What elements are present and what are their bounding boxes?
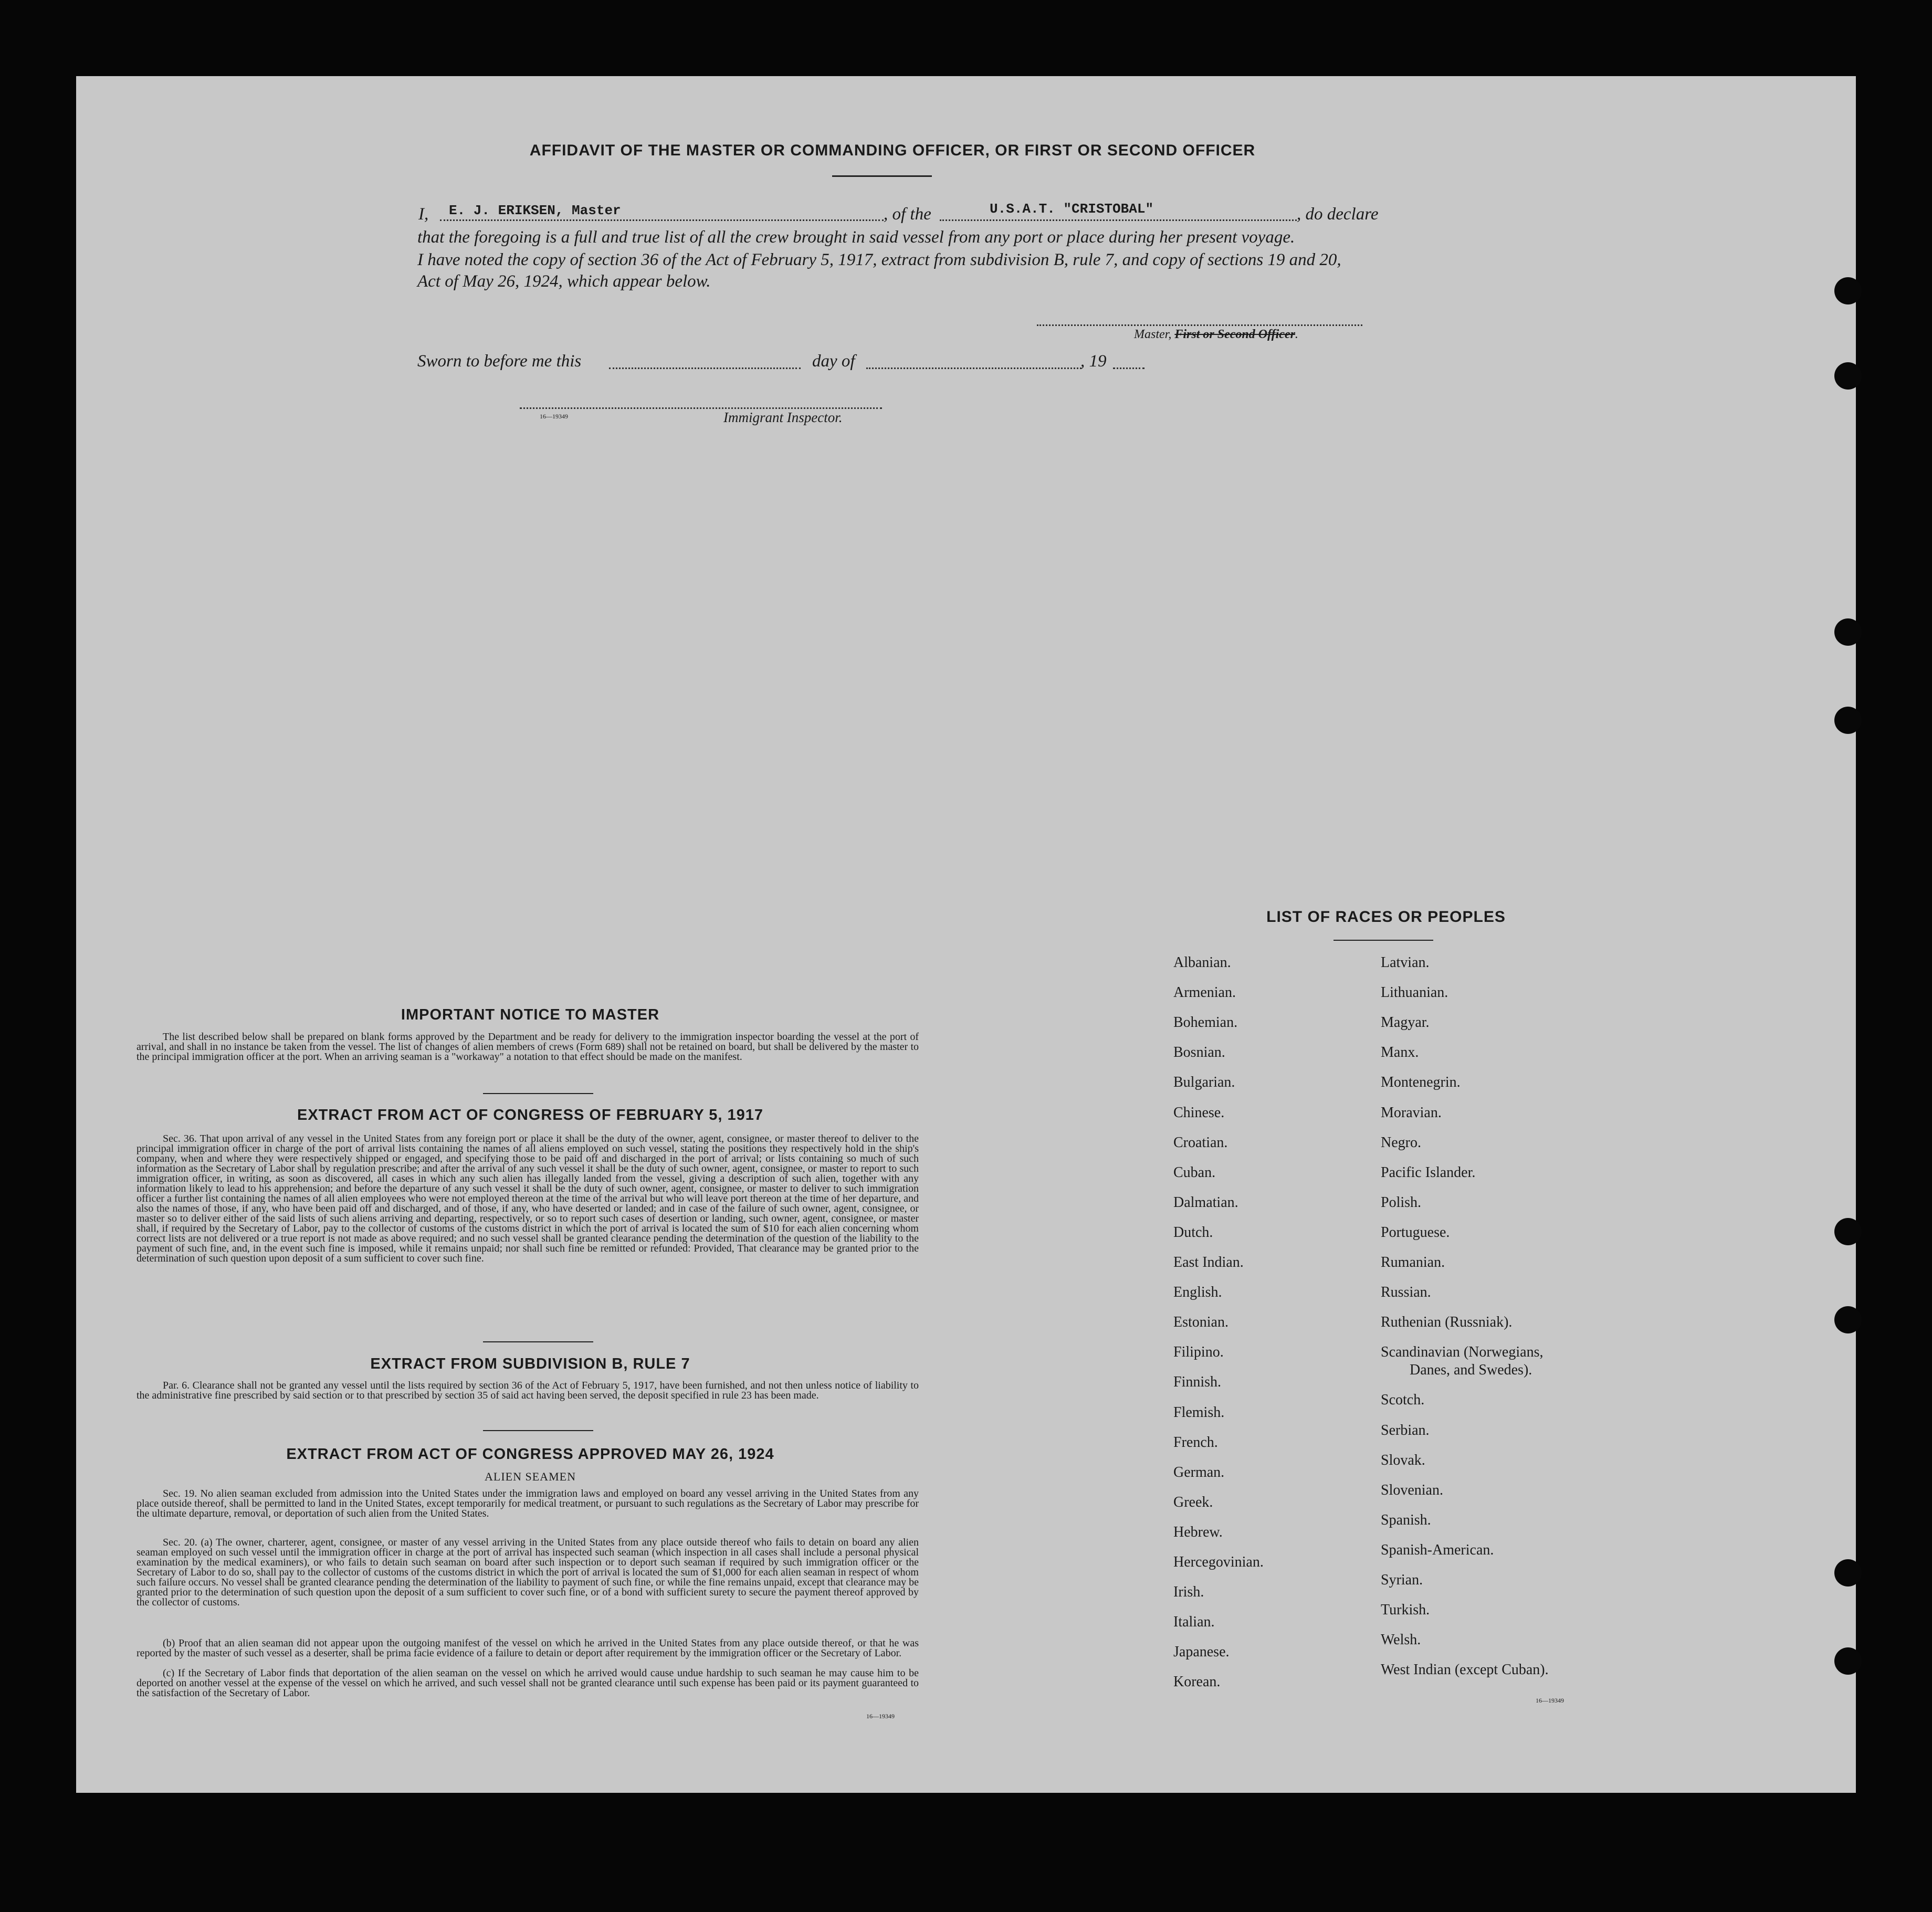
notice-divider [483,1093,593,1094]
race-item: Scandinavian (Norwegians, [1381,1344,1544,1360]
race-item: Negro. [1381,1134,1421,1151]
do-declare-label: , do declare [1297,205,1379,224]
race-item: Croatian. [1173,1134,1228,1151]
affidavit-title: AFFIDAVIT OF THE MASTER OR COMMANDING OFFICER, OR FIRST OR SECOND OFFICER [529,142,1256,159]
race-item: Finnish. [1173,1374,1222,1390]
vessel-blank [940,219,1297,221]
race-item: French. [1173,1434,1218,1451]
notice-body: The list described below shall be prepared on blank forms approved by the Department and be ready for delivery to the immigration inspector boarding the vessel at the port of arrival, and shall in no instance be taken from the vessel. The list of changes of alien members of crews (Form 689) shall not be retained on board, but shall be delivered by the master to the principal immigration officer at the port. When an arriving seaman is a "workaway" a notation to that effect should be made on the manifest. [136,1031,919,1063]
race-item: Filipino. [1173,1344,1224,1360]
race-item: Portuguese. [1381,1224,1450,1241]
race-item: Hebrew. [1173,1524,1223,1540]
affidavit-form-code: 16—19349 [540,413,568,420]
race-item: Italian. [1173,1614,1215,1630]
year-label: , 19 [1080,352,1107,371]
sworn-label: Sworn to before me this [417,352,582,371]
signature-end: . [1295,328,1298,341]
race-item: Spanish. [1381,1512,1431,1528]
race-item: Moravian. [1381,1105,1442,1121]
race-item: Irish. [1173,1584,1204,1600]
race-item: German. [1173,1464,1225,1480]
race-item: Spanish-American. [1381,1542,1494,1558]
race-item: Dalmatian. [1173,1194,1238,1211]
rule7-title: EXTRACT FROM SUBDIVISION B, RULE 7 [370,1356,690,1372]
alien-seamen-subtitle: ALIEN SEAMEN [485,1470,576,1483]
race-item: Korean. [1173,1674,1221,1690]
race-item: Greek. [1173,1494,1213,1510]
sworn-month-blank [866,367,1082,369]
document-sheet [76,76,1856,1793]
race-item: Slovak. [1381,1452,1425,1468]
race-item: Bulgarian. [1173,1074,1235,1090]
race-item: Dutch. [1173,1224,1213,1241]
race-item: Hercegovinian. [1173,1554,1264,1570]
races-code: 16—19349 [1536,1697,1564,1704]
name-blank [440,219,884,221]
race-item: Bohemian. [1173,1014,1238,1031]
master-name[interactable]: E. J. ERIKSEN, Master [449,203,621,218]
race-item: East Indian. [1173,1254,1244,1270]
binder-hole [1834,1218,1862,1245]
race-item: Japanese. [1173,1644,1230,1660]
race-item: Chinese. [1173,1105,1225,1121]
races-title: LIST OF RACES OR PEOPLES [1266,908,1506,926]
i-label: I, [418,205,429,224]
affidavit-line-3: I have noted the copy of section 36 of the Act of February 5, 1917, extract from subdivision B, rule 7, and copy of sections 19 and 20, [417,250,1341,269]
binder-hole [1834,618,1862,646]
notice-title: IMPORTANT NOTICE TO MASTER [401,1006,660,1023]
race-item: Syrian. [1381,1572,1423,1588]
race-item: Cuban. [1173,1164,1216,1181]
binder-hole [1834,362,1862,390]
inspector-label: Immigrant Inspector. [723,409,843,425]
signature-caption [1134,328,1298,342]
binder-hole [1834,1559,1862,1587]
race-item: Albanian. [1173,954,1231,971]
race-item: Latvian. [1381,954,1430,971]
extract-1917-title: EXTRACT FROM ACT OF CONGRESS OF FEBRUARY 5, 1917 [297,1107,764,1123]
extract-1917-body: Sec. 36. That upon arrival of any vessel in the United States from any foreign port or place it shall be the duty of the owner, agent, consignee, or master thereof to deliver to the principal immigration officer in charge of the port of arrival lists containing the names of all aliens employed on such vessel, stating the positions they respectively hold in the ship's company, when and where they were respectively shipped or engaged, and specifying those to be paid off and discharged in the port of arrival; or lists containing so much of such information as the Secretary of Labor shall by regulation prescribe; and after the arrival of any such vessel it shall be the duty of such owner, agent, consignee, or master to report to such immigration officer, in writing, as soon as discovered, all cases in which any such alien has illegally landed from the vessel, giving a description of such alien, together with any information likely to lead to his apprehension; and before the departure of any such vessel it shall be the duty of such owner, agent, consignee, or master to deliver to such immigration officer a further list containing the names of all alien employees who were not employed thereon at the time of the arrival but who will leave port thereon at the time of her departure, and also the names of those, if any, who have been paid off and discharged, and of those, if any, who have deserted or landed; and in case of the failure of such owner, agent, consignee, or master so to deliver either of the said lists of such aliens arriving and departing, respectively, or so to report such cases of desertion or landing, such owner, agent, consignee, or master shall, if required by the Secretary of Labor, pay to the collector of customs of the customs district in which the port of arrival is located the sum of $10 for each alien concerning whom correct lists are not delivered or a true report is not made as above required; and no such vessel shall be granted clearance pending the determination of the question of the liability to the payment of such fine, and, in the event such fine is imposed, while it remains unpaid; nor shall such fine be remitted or refunded: Provided, That clearance may be granted prior to the determination of such question upon deposit of a sum sufficient to cover such fine. [136,1133,919,1264]
struck-officer: First or Second Officer [1174,328,1295,341]
binder-hole [1834,277,1862,304]
signature-line [1037,324,1362,326]
race-item: Ruthenian (Russniak). [1381,1314,1513,1330]
of-the-label: , of the [884,205,931,224]
extract-1924-title: EXTRACT FROM ACT OF CONGRESS APPROVED MAY 26, 1924 [286,1446,774,1463]
race-item: Magyar. [1381,1014,1430,1031]
affidavit-line-4: Act of May 26, 1924, which appear below. [417,272,711,291]
inspector-signature-line [520,407,882,409]
binder-hole [1834,707,1862,734]
race-item: Danes, and Swedes). [1410,1362,1532,1378]
title-divider [832,175,932,177]
race-item: Estonian. [1173,1314,1228,1330]
races-divider [1334,940,1433,941]
sec20c-text: (c) If the Secretary of Labor finds that deportation of the alien seaman on the vessel on which he arrived would cause undue hardship to such seaman he may cause him to be deported on another vessel at the expense of the vessel on which he arrived, and such vessel shall not be granted clearance until such expense has been paid or its payment guaranteed to the satisfaction of the Secretary of Labor. [136,1667,919,1699]
race-item: Serbian. [1381,1422,1430,1438]
rule7-body: Par. 6. Clearance shall not be granted any vessel until the lists required by section 36 of the Act of February 5, 1917, have been furnished, and not then unless notice of liability to the administrative fine prescribed by said section or to that prescribed by section 35 of said act having been served, the deposit specified in rule 23 has been made. [136,1380,919,1401]
race-item: Slovenian. [1381,1482,1443,1498]
sec19-text: Sec. 19. No alien seaman excluded from admission into the United States under the immigration laws and employed on board any vessel arriving in the United States from any place outside thereof, shall be permitted to land in the United States, except temporarily for medical treatment, or pursuant to such regulations as the Secretary of Labor may prescribe for the ultimate departure, removal, or deportation of such alien from the United States. [136,1488,919,1519]
race-item: Montenegrin. [1381,1074,1461,1090]
master-label: Master, [1134,328,1172,341]
race-item: English. [1173,1284,1222,1300]
sec20a-text: Sec. 20. (a) The owner, charterer, agent, consignee, or master of any vessel arriving in the United States from any place outside thereof who fails to detain on board any alien seaman employed on such vessel until the immigration officer in charge at the port of arrival has inspected such seaman (which inspection in all cases shall include a personal physical examination by the medical examiners), or who fails to detain such seaman on board after such inspection or to deport such seaman if required by such immigration officer or the Secretary of Labor to do so, shall pay to the collector of customs of the customs district in which the port of arrival is located the sum of $1,000 for each alien seaman in respect of whom such failure occurs. No vessel shall be granted clearance pending the determination of the liability to payment of such fine, or while the fine remains unpaid, except that clearance may be granted prior to the determination of such question upon the deposit of a sum sufficient to cover such fine, or of a bond with sufficient surety to secure the payment thereof approved by the collector of customs. [136,1537,919,1608]
rule7-divider [483,1430,593,1431]
sworn-day-blank [609,367,801,369]
sworn-year-blank [1113,367,1144,369]
extract-1917-divider [483,1341,593,1342]
race-item: Armenian. [1173,984,1236,1001]
race-item: Lithuanian. [1381,984,1448,1001]
race-item: Flemish. [1173,1404,1225,1421]
race-item: Scotch. [1381,1392,1425,1408]
extract-1924-code: 16—19349 [866,1713,895,1720]
race-item: Manx. [1381,1044,1419,1060]
race-item: Rumanian. [1381,1254,1445,1270]
vessel-name[interactable]: U.S.A.T. "CRISTOBAL" [990,201,1154,217]
race-item: Pacific Islander. [1381,1164,1476,1181]
race-item: Welsh. [1381,1632,1421,1648]
race-item: Polish. [1381,1194,1422,1211]
binder-hole [1834,1306,1862,1333]
race-item: West Indian (except Cuban). [1381,1662,1549,1678]
binder-hole [1834,1647,1862,1675]
day-of-label: day of [812,352,855,371]
sec20b-text: (b) Proof that an alien seaman did not appear upon the outgoing manifest of the vessel on which he arrived in the United States from any place outside thereof, or that he was reported by the master of such vessel as a deserter, shall be prima facie evidence of a failure to detain or deport after requirement by the immigration officer or the Secretary of Labor. [136,1637,919,1659]
affidavit-line-2: that the foregoing is a full and true list of all the crew brought in said vessel from any port or place during her present voyage. [417,228,1295,247]
race-item: Russian. [1381,1284,1431,1300]
race-item: Bosnian. [1173,1044,1225,1060]
race-item: Turkish. [1381,1602,1430,1618]
